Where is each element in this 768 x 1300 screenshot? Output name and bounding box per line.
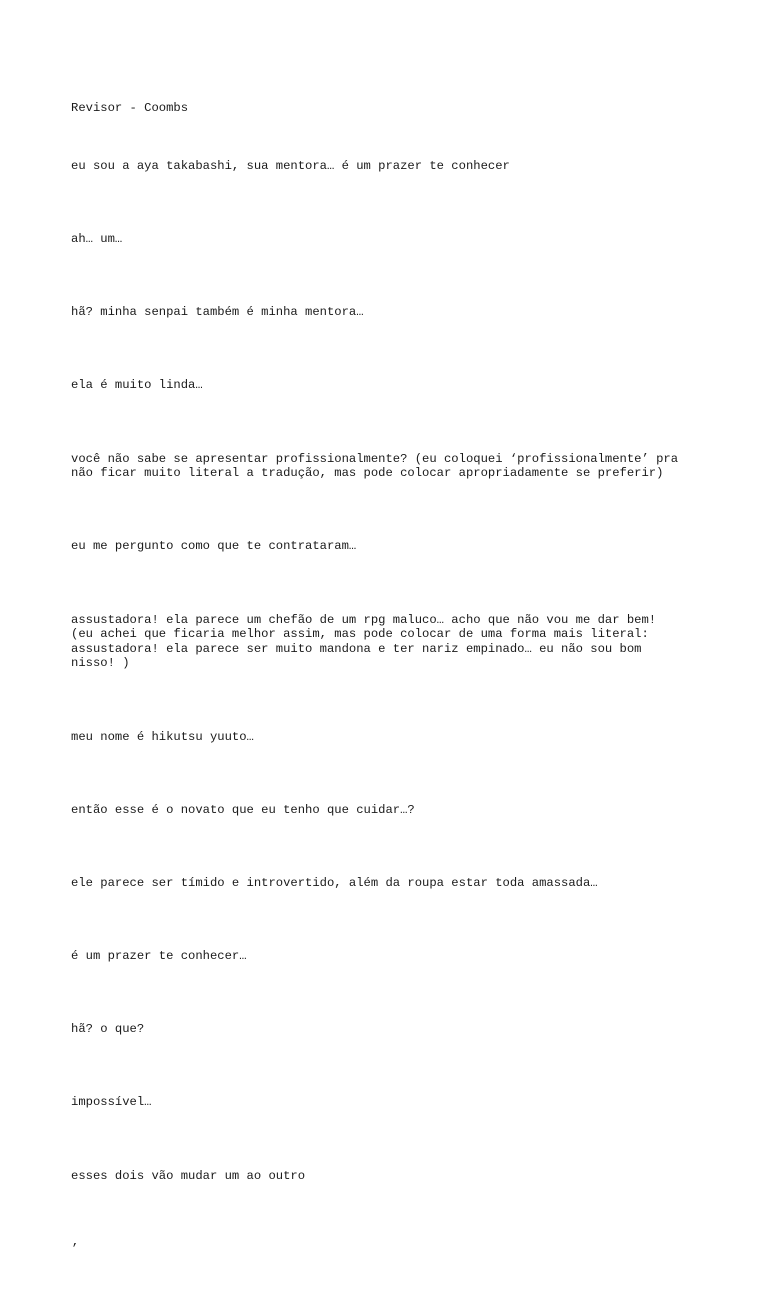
paragraph: esses dois vão mudar um ao outro — [71, 1168, 306, 1183]
paragraph: meu nome é hikutsu yuuto… — [71, 729, 254, 744]
paragraph: impossível… — [71, 1095, 152, 1110]
paragraph: eu sou a aya takabashi, sua mentora… é um prazer te conhecer — [71, 158, 510, 173]
paragraph: ela é muito linda… — [71, 378, 203, 393]
document-page — [71, 72, 711, 1300]
paragraph: então esse é o novato que eu tenho que cuidar…? — [71, 802, 415, 817]
paragraph: é um prazer te conhecer… — [71, 949, 247, 964]
document-title: Revisor - Coombs — [71, 101, 189, 116]
paragraph: assustadora! ela parece um chefão de um rpg maluco… acho que não vou me dar bem! (eu achei que ficaria melhor assim, mas pode colocar de uma forma mais literal: assustadora! ela parece ser muito mandona e ter nariz empinado… eu não sou bom nisso! ) — [71, 612, 657, 671]
paragraph: ele parece ser tímido e introvertido, além da roupa estar toda amassada… — [71, 875, 598, 890]
paragraph: você não sabe se apresentar profissionalmente? (eu coloquei ‘profissionalmente’ pra não ficar muito literal a tradução, mas pode colocar apropriadamente se preferir) — [71, 451, 679, 481]
paragraph: hã? minha senpai também é minha mentora… — [71, 305, 364, 320]
paragraph: hã? o que? — [71, 1022, 145, 1037]
paragraph: eu me pergunto como que te contrataram… — [71, 539, 357, 554]
paragraph: ah… um… — [71, 232, 123, 247]
paragraph: ’ — [71, 1241, 79, 1256]
